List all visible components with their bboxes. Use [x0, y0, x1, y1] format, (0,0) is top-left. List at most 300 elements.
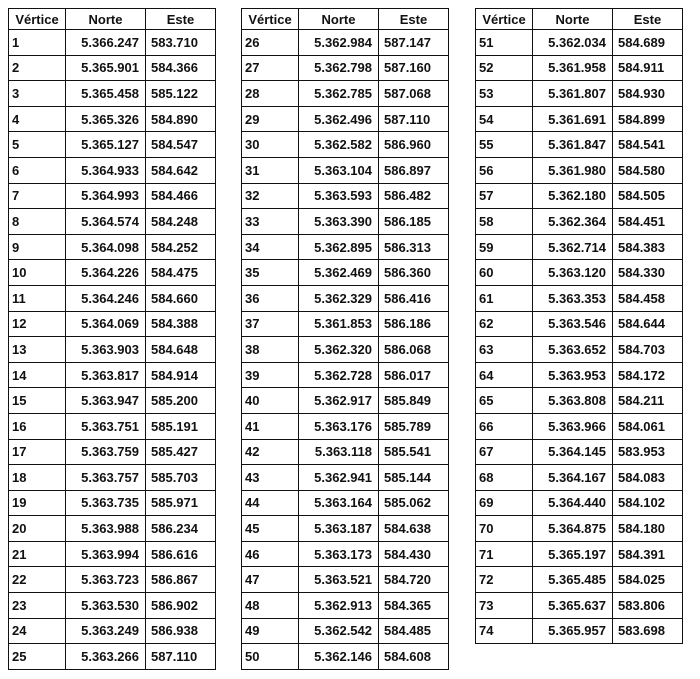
este-cell: 584.720	[379, 567, 449, 593]
table-row	[9, 618, 216, 644]
norte-cell: 5.363.187	[299, 516, 379, 542]
vertice-cell: 5	[9, 132, 66, 158]
vertice-cell: 42	[242, 439, 299, 465]
header-row	[242, 9, 449, 30]
table-row	[242, 567, 449, 593]
table-row	[242, 413, 449, 439]
este-cell: 585.062	[379, 490, 449, 516]
table-row	[476, 260, 683, 286]
table-row	[242, 541, 449, 567]
este-cell: 584.660	[146, 285, 216, 311]
norte-cell: 5.363.723	[66, 567, 146, 593]
table-row	[242, 260, 449, 286]
table-row	[242, 490, 449, 516]
norte-cell: 5.363.249	[66, 618, 146, 644]
este-cell: 584.505	[613, 183, 683, 209]
norte-cell: 5.362.180	[533, 183, 613, 209]
vertice-cell: 38	[242, 337, 299, 363]
table-row	[476, 388, 683, 414]
norte-cell: 5.364.875	[533, 516, 613, 542]
este-cell: 584.388	[146, 311, 216, 337]
norte-cell: 5.363.757	[66, 465, 146, 491]
este-cell: 585.971	[146, 490, 216, 516]
vertice-cell: 24	[9, 618, 66, 644]
vertice-cell: 55	[476, 132, 533, 158]
vertice-cell: 59	[476, 234, 533, 260]
table-row	[476, 567, 683, 593]
vertice-cell: 73	[476, 593, 533, 619]
este-cell: 586.960	[379, 132, 449, 158]
vertice-cell: 36	[242, 285, 299, 311]
vertice-cell: 22	[9, 567, 66, 593]
norte-cell: 5.363.390	[299, 209, 379, 235]
este-cell: 584.930	[613, 81, 683, 107]
este-cell: 584.899	[613, 106, 683, 132]
norte-cell: 5.362.728	[299, 362, 379, 388]
vertice-cell: 13	[9, 337, 66, 363]
table-row	[9, 490, 216, 516]
este-cell: 584.430	[379, 541, 449, 567]
vertice-cell: 18	[9, 465, 66, 491]
norte-cell: 5.362.917	[299, 388, 379, 414]
table-row	[476, 55, 683, 81]
header-norte: Norte	[299, 9, 379, 30]
este-cell: 584.547	[146, 132, 216, 158]
norte-cell: 5.363.817	[66, 362, 146, 388]
table-row	[476, 285, 683, 311]
vertice-cell: 60	[476, 260, 533, 286]
vertice-cell: 50	[242, 644, 299, 670]
este-cell: 586.416	[379, 285, 449, 311]
vertice-cell: 1	[9, 30, 66, 56]
norte-cell: 5.363.120	[533, 260, 613, 286]
este-cell: 586.017	[379, 362, 449, 388]
norte-cell: 5.362.941	[299, 465, 379, 491]
vertice-cell: 33	[242, 209, 299, 235]
norte-cell: 5.365.637	[533, 593, 613, 619]
vertice-cell: 64	[476, 362, 533, 388]
header-vertice: Vértice	[476, 9, 533, 30]
vertice-cell: 52	[476, 55, 533, 81]
norte-cell: 5.363.164	[299, 490, 379, 516]
table-row	[242, 337, 449, 363]
norte-cell: 5.362.320	[299, 337, 379, 363]
table-row	[242, 362, 449, 388]
table-row	[9, 285, 216, 311]
norte-cell: 5.362.469	[299, 260, 379, 286]
norte-cell: 5.363.266	[66, 644, 146, 670]
table-row	[242, 183, 449, 209]
este-cell: 585.849	[379, 388, 449, 414]
vertice-cell: 70	[476, 516, 533, 542]
table-row	[476, 183, 683, 209]
este-cell: 587.110	[379, 106, 449, 132]
este-cell: 586.185	[379, 209, 449, 235]
este-cell: 584.644	[613, 311, 683, 337]
table-row	[9, 567, 216, 593]
vertice-cell: 27	[242, 55, 299, 81]
vertex-table-1	[8, 8, 216, 670]
vertice-cell: 39	[242, 362, 299, 388]
norte-cell: 5.364.933	[66, 157, 146, 183]
este-cell: 583.806	[613, 593, 683, 619]
norte-cell: 5.364.993	[66, 183, 146, 209]
vertice-cell: 61	[476, 285, 533, 311]
table-row	[476, 490, 683, 516]
norte-cell: 5.363.903	[66, 337, 146, 363]
norte-cell: 5.361.807	[533, 81, 613, 107]
header-este: Este	[613, 9, 683, 30]
norte-cell: 5.364.167	[533, 465, 613, 491]
norte-cell: 5.362.364	[533, 209, 613, 235]
table-row	[476, 30, 683, 56]
este-cell: 584.890	[146, 106, 216, 132]
table-row	[9, 55, 216, 81]
vertice-cell: 47	[242, 567, 299, 593]
table-row	[9, 183, 216, 209]
este-cell: 584.451	[613, 209, 683, 235]
norte-cell: 5.364.069	[66, 311, 146, 337]
este-cell: 584.180	[613, 516, 683, 542]
table-row	[9, 362, 216, 388]
este-cell: 584.330	[613, 260, 683, 286]
norte-cell: 5.362.798	[299, 55, 379, 81]
este-cell: 586.186	[379, 311, 449, 337]
este-cell: 584.061	[613, 413, 683, 439]
este-cell: 585.427	[146, 439, 216, 465]
vertice-cell: 15	[9, 388, 66, 414]
vertice-cell: 63	[476, 337, 533, 363]
norte-cell: 5.361.980	[533, 157, 613, 183]
este-cell: 583.710	[146, 30, 216, 56]
vertice-cell: 41	[242, 413, 299, 439]
este-cell: 584.391	[613, 541, 683, 567]
norte-cell: 5.363.593	[299, 183, 379, 209]
table-row	[242, 311, 449, 337]
vertice-cell: 67	[476, 439, 533, 465]
table-row	[9, 311, 216, 337]
norte-cell: 5.363.521	[299, 567, 379, 593]
vertice-cell: 7	[9, 183, 66, 209]
este-cell: 587.147	[379, 30, 449, 56]
norte-cell: 5.363.173	[299, 541, 379, 567]
table-row	[476, 311, 683, 337]
norte-cell: 5.363.988	[66, 516, 146, 542]
este-cell: 586.068	[379, 337, 449, 363]
norte-cell: 5.363.751	[66, 413, 146, 439]
vertice-cell: 44	[242, 490, 299, 516]
vertice-cell: 72	[476, 567, 533, 593]
vertice-cell: 65	[476, 388, 533, 414]
este-cell: 585.122	[146, 81, 216, 107]
este-cell: 584.703	[613, 337, 683, 363]
table-row	[476, 618, 683, 644]
norte-cell: 5.365.901	[66, 55, 146, 81]
table-row	[476, 157, 683, 183]
este-cell: 586.313	[379, 234, 449, 260]
vertice-cell: 12	[9, 311, 66, 337]
vertice-cell: 4	[9, 106, 66, 132]
table-row	[476, 465, 683, 491]
este-cell: 584.365	[379, 593, 449, 619]
vertice-cell: 19	[9, 490, 66, 516]
norte-cell: 5.365.326	[66, 106, 146, 132]
header-row	[476, 9, 683, 30]
norte-cell: 5.361.958	[533, 55, 613, 81]
este-cell: 585.144	[379, 465, 449, 491]
table-row	[9, 260, 216, 286]
este-cell: 584.211	[613, 388, 683, 414]
vertice-cell: 28	[242, 81, 299, 107]
este-cell: 586.867	[146, 567, 216, 593]
este-cell: 584.102	[613, 490, 683, 516]
vertice-cell: 30	[242, 132, 299, 158]
vertice-cell: 21	[9, 541, 66, 567]
table-row	[242, 209, 449, 235]
vertice-cell: 31	[242, 157, 299, 183]
norte-cell: 5.361.847	[533, 132, 613, 158]
table-row	[9, 439, 216, 465]
este-cell: 584.914	[146, 362, 216, 388]
vertice-cell: 14	[9, 362, 66, 388]
este-cell: 584.172	[613, 362, 683, 388]
header-vertice: Vértice	[242, 9, 299, 30]
norte-cell: 5.363.118	[299, 439, 379, 465]
table-row	[9, 132, 216, 158]
vertice-cell: 48	[242, 593, 299, 619]
norte-cell: 5.362.913	[299, 593, 379, 619]
vertice-cell: 68	[476, 465, 533, 491]
header-este: Este	[379, 9, 449, 30]
header-norte: Norte	[66, 9, 146, 30]
table-row	[476, 337, 683, 363]
este-cell: 584.485	[379, 618, 449, 644]
norte-cell: 5.361.853	[299, 311, 379, 337]
vertice-cell: 49	[242, 618, 299, 644]
este-cell: 587.160	[379, 55, 449, 81]
vertice-cell: 9	[9, 234, 66, 260]
norte-cell: 5.365.485	[533, 567, 613, 593]
norte-cell: 5.363.966	[533, 413, 613, 439]
table-row	[9, 209, 216, 235]
norte-cell: 5.363.994	[66, 541, 146, 567]
este-cell: 584.689	[613, 30, 683, 56]
norte-cell: 5.363.546	[533, 311, 613, 337]
table-row	[476, 516, 683, 542]
norte-cell: 5.362.582	[299, 132, 379, 158]
table-row	[476, 362, 683, 388]
este-cell: 584.475	[146, 260, 216, 286]
table-row	[242, 644, 449, 670]
vertex-table-2	[241, 8, 449, 670]
norte-cell: 5.363.947	[66, 388, 146, 414]
norte-cell: 5.363.104	[299, 157, 379, 183]
este-cell: 584.466	[146, 183, 216, 209]
este-cell: 586.482	[379, 183, 449, 209]
norte-cell: 5.363.759	[66, 439, 146, 465]
este-cell: 585.541	[379, 439, 449, 465]
table-row	[9, 644, 216, 670]
este-cell: 584.580	[613, 157, 683, 183]
norte-cell: 5.363.530	[66, 593, 146, 619]
table-row	[242, 439, 449, 465]
este-cell: 584.383	[613, 234, 683, 260]
norte-cell: 5.362.984	[299, 30, 379, 56]
table-row	[9, 106, 216, 132]
este-cell: 586.360	[379, 260, 449, 286]
norte-cell: 5.363.652	[533, 337, 613, 363]
este-cell: 585.200	[146, 388, 216, 414]
vertice-cell: 6	[9, 157, 66, 183]
table-row	[242, 285, 449, 311]
table-row	[476, 439, 683, 465]
norte-cell: 5.362.895	[299, 234, 379, 260]
norte-cell: 5.361.691	[533, 106, 613, 132]
table-row	[9, 516, 216, 542]
norte-cell: 5.362.496	[299, 106, 379, 132]
este-cell: 586.897	[379, 157, 449, 183]
norte-cell: 5.362.785	[299, 81, 379, 107]
este-cell: 586.938	[146, 618, 216, 644]
header-vertice: Vértice	[9, 9, 66, 30]
table-row	[242, 132, 449, 158]
vertice-cell: 10	[9, 260, 66, 286]
vertice-cell: 40	[242, 388, 299, 414]
table-row	[9, 30, 216, 56]
norte-cell: 5.363.353	[533, 285, 613, 311]
table-row	[242, 55, 449, 81]
vertice-cell: 51	[476, 30, 533, 56]
norte-cell: 5.364.246	[66, 285, 146, 311]
vertice-cell: 20	[9, 516, 66, 542]
vertice-cell: 56	[476, 157, 533, 183]
table-row	[9, 157, 216, 183]
vertice-cell: 35	[242, 260, 299, 286]
norte-cell: 5.363.953	[533, 362, 613, 388]
vertice-cell: 71	[476, 541, 533, 567]
table-row	[242, 593, 449, 619]
vertice-cell: 11	[9, 285, 66, 311]
vertice-cell: 69	[476, 490, 533, 516]
este-cell: 584.642	[146, 157, 216, 183]
header-este: Este	[146, 9, 216, 30]
vertice-cell: 29	[242, 106, 299, 132]
este-cell: 586.234	[146, 516, 216, 542]
vertice-cell: 66	[476, 413, 533, 439]
header-norte: Norte	[533, 9, 613, 30]
vertice-cell: 74	[476, 618, 533, 644]
este-cell: 583.953	[613, 439, 683, 465]
vertice-cell: 54	[476, 106, 533, 132]
este-cell: 584.608	[379, 644, 449, 670]
norte-cell: 5.362.542	[299, 618, 379, 644]
este-cell: 583.698	[613, 618, 683, 644]
norte-cell: 5.363.176	[299, 413, 379, 439]
table-row	[476, 106, 683, 132]
vertice-cell: 25	[9, 644, 66, 670]
vertice-cell: 3	[9, 81, 66, 107]
este-cell: 584.541	[613, 132, 683, 158]
este-cell: 584.083	[613, 465, 683, 491]
norte-cell: 5.362.329	[299, 285, 379, 311]
table-row	[9, 541, 216, 567]
norte-cell: 5.365.127	[66, 132, 146, 158]
table-row	[242, 157, 449, 183]
table-row	[9, 388, 216, 414]
table-row	[9, 81, 216, 107]
table-row	[242, 106, 449, 132]
norte-cell: 5.364.098	[66, 234, 146, 260]
vertice-cell: 62	[476, 311, 533, 337]
este-cell: 584.366	[146, 55, 216, 81]
norte-cell: 5.364.145	[533, 439, 613, 465]
table-row	[9, 234, 216, 260]
table-row	[9, 465, 216, 491]
este-cell: 584.252	[146, 234, 216, 260]
este-cell: 587.110	[146, 644, 216, 670]
este-cell: 584.648	[146, 337, 216, 363]
vertice-cell: 23	[9, 593, 66, 619]
table-row	[476, 541, 683, 567]
vertice-cell: 16	[9, 413, 66, 439]
vertice-cell: 34	[242, 234, 299, 260]
norte-cell: 5.365.458	[66, 81, 146, 107]
este-cell: 584.248	[146, 209, 216, 235]
este-cell: 584.911	[613, 55, 683, 81]
vertice-cell: 37	[242, 311, 299, 337]
norte-cell: 5.362.034	[533, 30, 613, 56]
norte-cell: 5.362.714	[533, 234, 613, 260]
este-cell: 584.638	[379, 516, 449, 542]
norte-cell: 5.365.197	[533, 541, 613, 567]
vertice-cell: 2	[9, 55, 66, 81]
table-row	[242, 388, 449, 414]
header-row	[9, 9, 216, 30]
este-cell: 586.616	[146, 541, 216, 567]
vertex-table-3	[475, 8, 683, 644]
este-cell: 585.789	[379, 413, 449, 439]
vertice-cell: 58	[476, 209, 533, 235]
norte-cell: 5.365.957	[533, 618, 613, 644]
table-row	[476, 593, 683, 619]
table-row	[476, 132, 683, 158]
este-cell: 584.458	[613, 285, 683, 311]
norte-cell: 5.364.440	[533, 490, 613, 516]
este-cell: 584.025	[613, 567, 683, 593]
vertice-cell: 8	[9, 209, 66, 235]
table-row	[242, 81, 449, 107]
vertice-cell: 53	[476, 81, 533, 107]
table-row	[242, 465, 449, 491]
table-row	[9, 413, 216, 439]
table-row	[242, 30, 449, 56]
table-row	[242, 516, 449, 542]
vertice-cell: 57	[476, 183, 533, 209]
table-row	[476, 209, 683, 235]
este-cell: 585.191	[146, 413, 216, 439]
table-row	[9, 593, 216, 619]
vertice-cell: 43	[242, 465, 299, 491]
vertice-cell: 46	[242, 541, 299, 567]
este-cell: 587.068	[379, 81, 449, 107]
table-row	[476, 81, 683, 107]
table-row	[476, 234, 683, 260]
este-cell: 585.703	[146, 465, 216, 491]
vertice-cell: 45	[242, 516, 299, 542]
table-row	[9, 337, 216, 363]
norte-cell: 5.362.146	[299, 644, 379, 670]
vertice-cell: 17	[9, 439, 66, 465]
